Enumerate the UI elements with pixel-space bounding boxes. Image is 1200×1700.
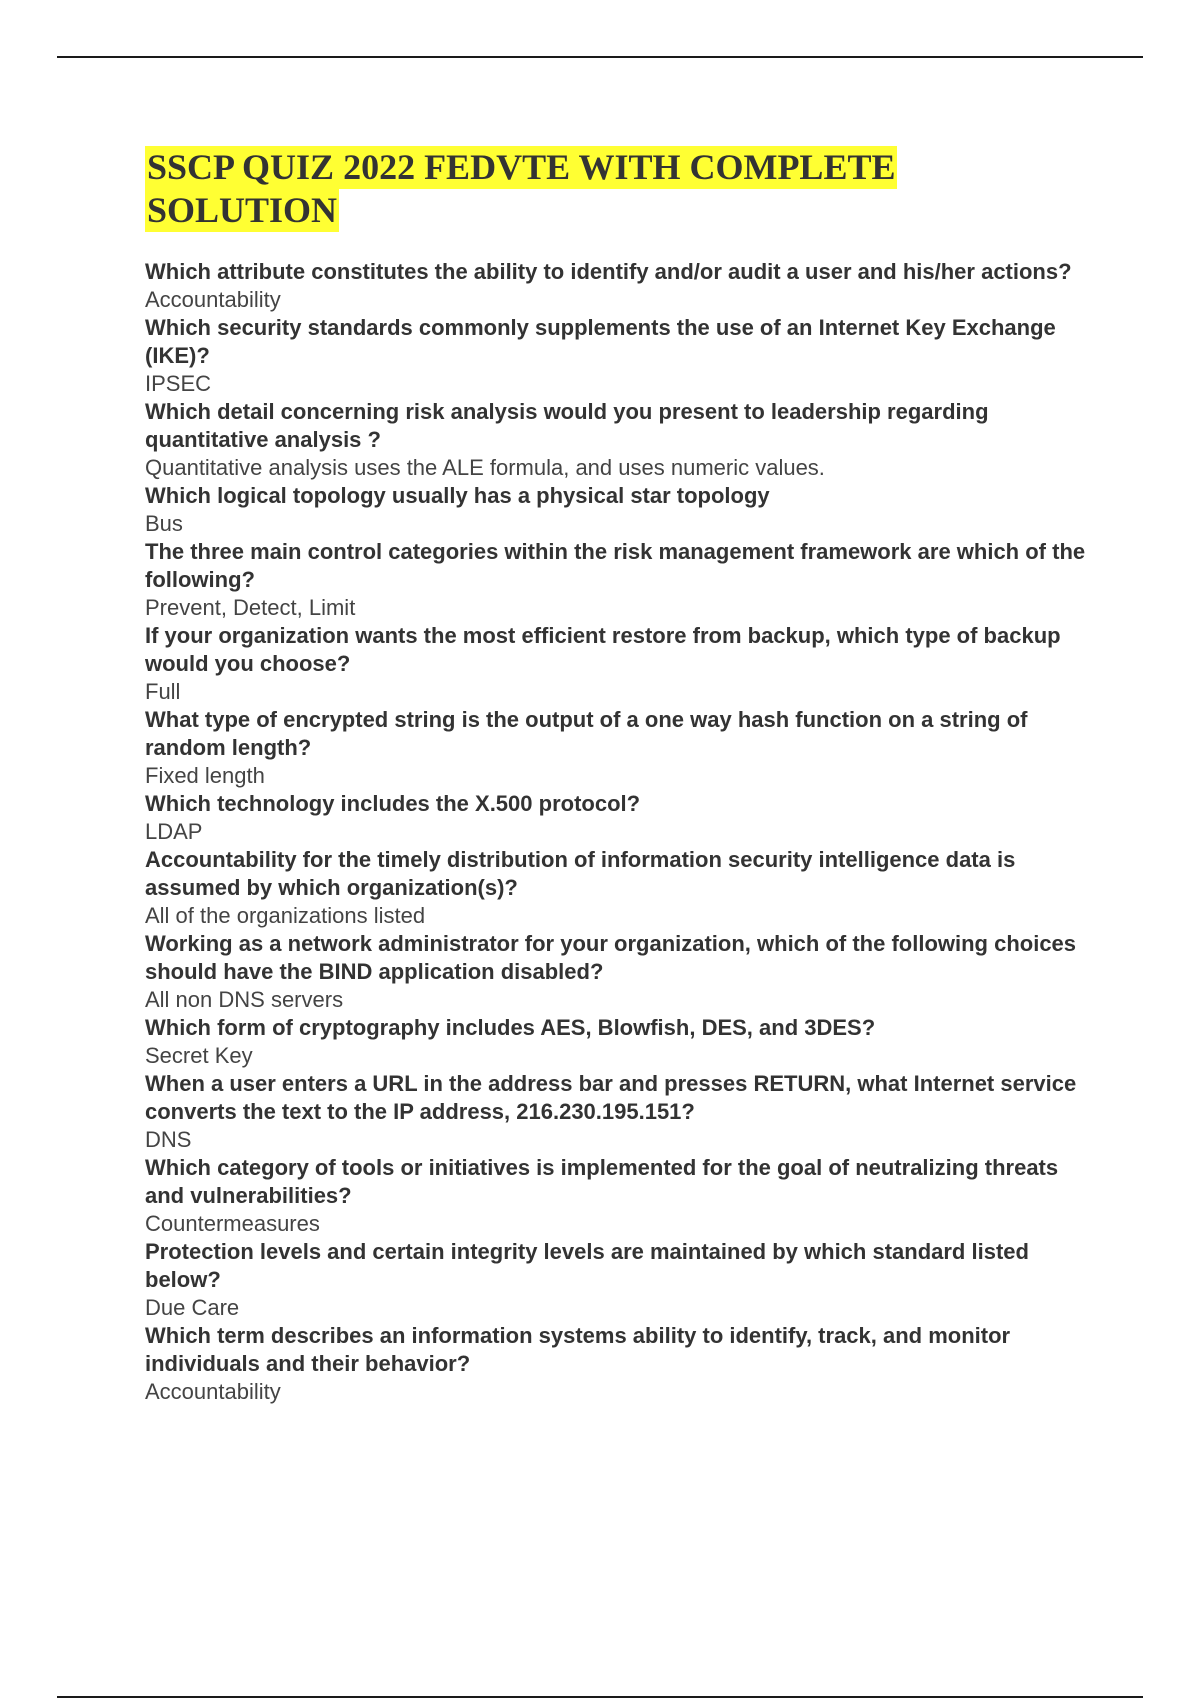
question: When a user enters a URL in the address bar and presses RETURN, what Internet service converts the text to the IP address, 216.230.195.151? [145, 1071, 1077, 1124]
question: Which detail concerning risk analysis would you present to leadership regarding quantitative analysis ? [145, 399, 989, 452]
qa-item [145, 258, 1095, 314]
question: Which technology includes the X.500 protocol? [145, 791, 641, 816]
answer: Accountability [145, 287, 281, 312]
page-title [145, 146, 897, 232]
qa-item [145, 314, 1095, 398]
answer: Quantitative analysis uses the ALE formula, and uses numeric values. [145, 455, 825, 480]
question: Protection levels and certain integrity levels are maintained by which standard listed below? [145, 1239, 1029, 1292]
answer: Countermeasures [145, 1211, 320, 1236]
bottom-rule [57, 1696, 1143, 1698]
qa-item [145, 1238, 1095, 1322]
qa-list [145, 258, 1095, 1406]
question: Which logical topology usually has a physical star topology [145, 483, 770, 508]
title-line-1: SSCP QUIZ 2022 FEDVTE WITH COMPLETE [147, 147, 896, 187]
question: Which category of tools or initiatives is implemented for the goal of neutralizing threats and vulnerabilities? [145, 1155, 1059, 1208]
qa-item [145, 1014, 1095, 1070]
question: Which form of cryptography includes AES, Blowfish, DES, and 3DES? [145, 1015, 876, 1040]
qa-item [145, 930, 1095, 1014]
answer: Fixed length [145, 763, 265, 788]
top-rule [57, 56, 1143, 58]
qa-item [145, 622, 1095, 706]
answer: All non DNS servers [145, 987, 344, 1012]
qa-item [145, 538, 1095, 622]
qa-item [145, 482, 1095, 538]
answer: IPSEC [145, 371, 212, 396]
answer: Accountability [145, 1379, 281, 1404]
question: Which term describes an information systems ability to identify, track, and monitor individuals and their behavior? [145, 1323, 1011, 1376]
qa-item [145, 1154, 1095, 1238]
answer: DNS [145, 1127, 192, 1152]
answer: Full [145, 679, 181, 704]
qa-item [145, 846, 1095, 930]
answer: All of the organizations listed [145, 903, 426, 928]
title-line-2: SOLUTION [147, 190, 338, 230]
answer: Bus [145, 511, 183, 536]
qa-item [145, 1322, 1095, 1406]
question: Accountability for the timely distribution of information security intelligence data is assumed by which organization(s)? [145, 847, 1016, 900]
qa-item [145, 790, 1095, 846]
question: What type of encrypted string is the output of a one way hash function on a string of random length? [145, 707, 1028, 760]
question: If your organization wants the most efficient restore from backup, which type of backup would you choose? [145, 623, 1061, 676]
question: Working as a network administrator for your organization, which of the following choices should have the BIND application disabled? [145, 931, 1077, 984]
answer: LDAP [145, 819, 203, 844]
answer: Secret Key [145, 1043, 253, 1068]
answer: Prevent, Detect, Limit [145, 595, 356, 620]
question: The three main control categories within the risk management framework are which of the following? [145, 539, 1086, 592]
qa-item [145, 398, 1095, 482]
question: Which security standards commonly supplements the use of an Internet Key Exchange (IKE)? [145, 315, 1056, 368]
answer: Due Care [145, 1295, 240, 1320]
qa-item [145, 1070, 1095, 1154]
qa-item [145, 706, 1095, 790]
question: Which attribute constitutes the ability to identify and/or audit a user and his/her actions? [145, 259, 1072, 284]
